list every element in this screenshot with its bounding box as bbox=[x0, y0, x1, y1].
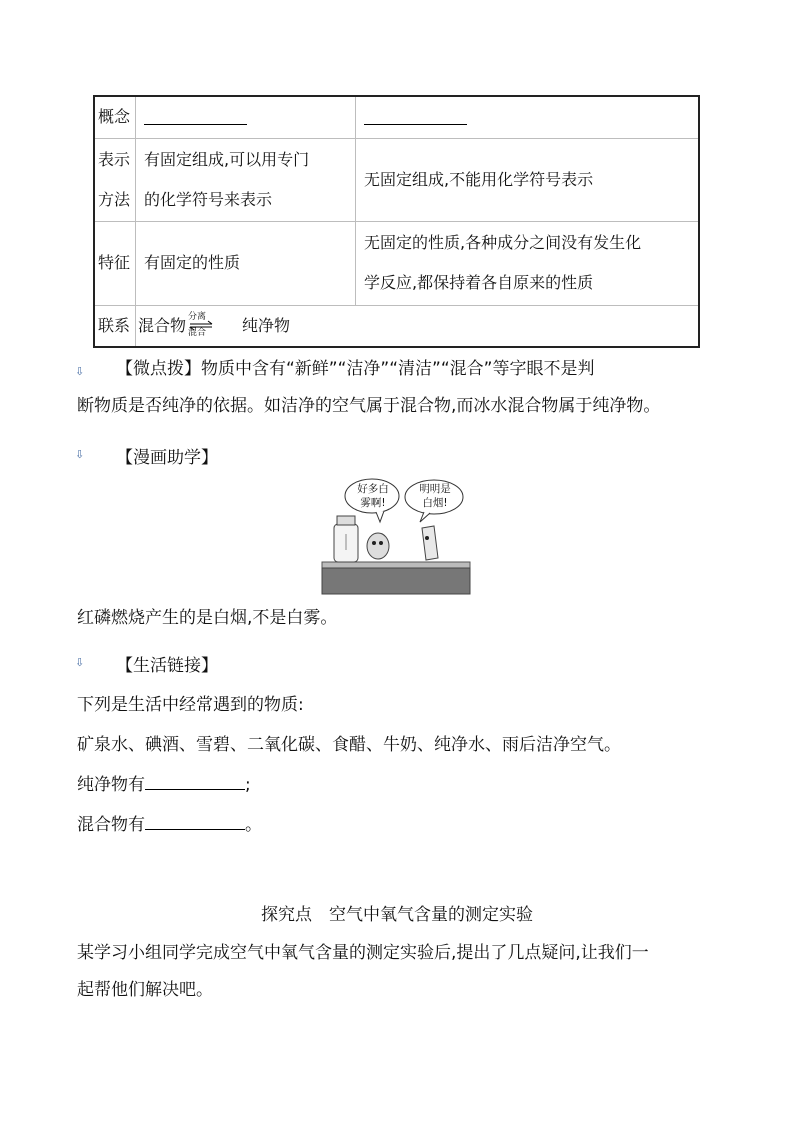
fill-blank bbox=[356, 96, 700, 138]
row-header: 特征 bbox=[94, 221, 136, 305]
fill-blank bbox=[136, 96, 356, 138]
punctuation: ; bbox=[245, 775, 251, 795]
section-text: 某学习小组同学完成空气中氧气含量的测定实验后,提出了几点疑问,让我们一 bbox=[77, 943, 649, 963]
cell-line: 学反应,都保持着各自原来的性质 bbox=[364, 273, 594, 292]
section-text: 起帮他们解决吧。 bbox=[77, 980, 213, 1000]
mixture-label: 混合物 bbox=[138, 315, 187, 335]
table-row bbox=[94, 221, 699, 305]
punctuation: 。 bbox=[245, 815, 262, 835]
row-header bbox=[94, 138, 136, 221]
row-header: 概念 bbox=[94, 96, 136, 138]
table-row bbox=[94, 305, 699, 347]
tip-text: 物质中含有“新鲜”“洁净”“清洁”“混合”等字眼不是判 bbox=[201, 359, 595, 379]
tip-text: 断物质是否纯净的依据。如洁净的空气属于混合物,而冰水混合物属于纯净物。 bbox=[77, 396, 661, 416]
table-cell: 无固定组成,不能用化学符号表示 bbox=[356, 138, 700, 221]
paragraph-marker-icon: ⇩ bbox=[75, 656, 85, 669]
comic-label: 【漫画助学】 bbox=[116, 448, 218, 468]
speech-bubble-left: 好多白雾啊! bbox=[357, 483, 389, 509]
cell-line: 的化学符号来表示 bbox=[144, 189, 273, 209]
life-list: 矿泉水、碘酒、雪碧、二氧化碳、食醋、牛奶、纯净水、雨后洁净空气。 bbox=[77, 735, 621, 755]
answer-blank bbox=[145, 771, 245, 790]
answer-blank bbox=[145, 811, 245, 830]
section-title: 探究点 空气中氧气含量的测定实验 bbox=[261, 905, 533, 925]
life-intro: 下列是生活中经常遇到的物质: bbox=[77, 695, 304, 715]
arrow-bottom-label: 混合 bbox=[188, 328, 207, 339]
table-row bbox=[94, 138, 699, 221]
comic-caption: 红磷燃烧产生的是白烟,不是白雾。 bbox=[77, 608, 338, 628]
pure-answer-line bbox=[77, 767, 717, 804]
tip-label: 【微点拨】 bbox=[116, 359, 201, 379]
double-arrow-icon bbox=[188, 312, 214, 340]
cell-line: 无固定的性质,各种成分之间没有发生化 bbox=[364, 233, 642, 252]
paragraph-marker-icon: ⇩ bbox=[75, 365, 85, 378]
table-row bbox=[94, 96, 699, 138]
comic-illustration bbox=[320, 476, 472, 596]
paragraph-marker-icon: ⇩ bbox=[75, 448, 85, 461]
row-header-line: 方法 bbox=[98, 189, 131, 209]
table-cell: 有固定的性质 bbox=[136, 221, 356, 305]
mixed-answer-line bbox=[77, 807, 717, 844]
relation-cell bbox=[136, 305, 700, 347]
speech-bubble-right: 明明是白烟! bbox=[419, 483, 451, 509]
mixed-prompt: 混合物有 bbox=[77, 815, 145, 835]
life-label: 【生活链接】 bbox=[116, 656, 218, 676]
row-header: 联系 bbox=[94, 305, 136, 347]
row-header-line: 表示 bbox=[98, 149, 131, 169]
tip-paragraph bbox=[77, 351, 717, 425]
table-cell bbox=[136, 138, 356, 221]
pure-prompt: 纯净物有 bbox=[77, 775, 145, 795]
table-cell bbox=[356, 221, 700, 305]
pure-label: 纯净物 bbox=[242, 315, 291, 335]
arrow-top-label: 分离 bbox=[188, 312, 207, 323]
section-paragraph bbox=[77, 935, 717, 1009]
comparison-table bbox=[93, 95, 700, 348]
cell-line: 有固定组成,可以用专门 bbox=[144, 149, 310, 169]
